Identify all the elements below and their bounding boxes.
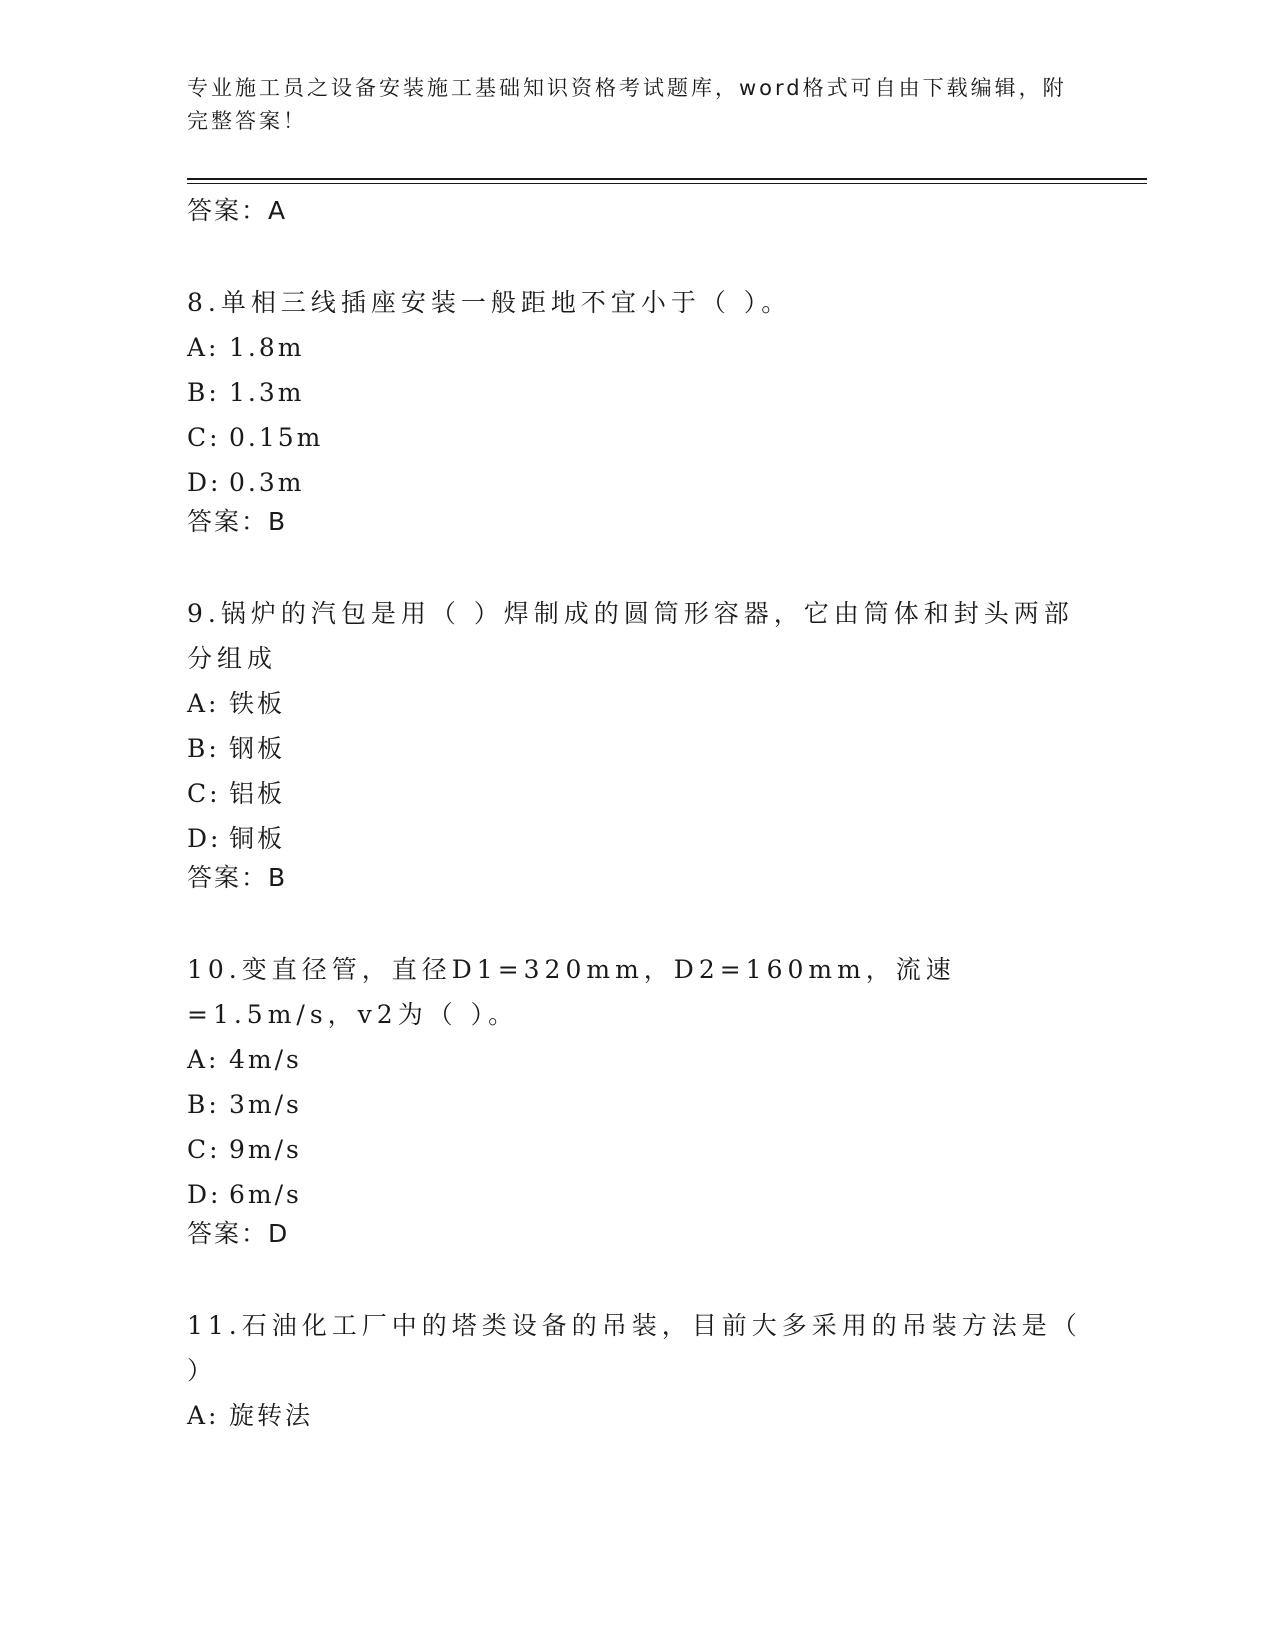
option-c <box>187 1127 1087 1172</box>
question-stem: 10.变直径管，直径D1=320mm，D2=160mm，流速=1.5m/s，v2为（ ）。 <box>187 955 956 1029</box>
option-text: 旋转法 <box>229 1401 314 1430</box>
question-stem: 11.石油化工厂中的塔类设备的吊装，目前大多采用的吊装方法是（ ） <box>187 1311 1082 1385</box>
option-label: D: <box>187 468 222 497</box>
option-label: B: <box>187 378 220 407</box>
option-b <box>187 726 1087 771</box>
answer-line: 答案：B <box>187 863 288 892</box>
option-label: A: <box>187 1401 220 1430</box>
option-b <box>187 370 1087 415</box>
question-8 <box>187 280 1087 539</box>
option-label: B: <box>187 734 220 763</box>
question-stem: 9.锅炉的汽包是用（ ）焊制成的圆筒形容器，它由筒体和封头两部分组成 <box>187 599 1074 673</box>
question-list <box>187 194 1087 1438</box>
option-text: 1.8m <box>229 333 305 362</box>
option-text: 钢板 <box>229 734 286 763</box>
option-label: C: <box>187 779 221 808</box>
question-stem: 8.单相三线插座安装一般距地不宜小于（ ）。 <box>187 288 792 317</box>
option-text: 6m/s <box>229 1180 302 1209</box>
option-a <box>187 681 1087 726</box>
option-a <box>187 1037 1087 1082</box>
option-label: A: <box>187 689 220 718</box>
option-c <box>187 771 1087 816</box>
option-d <box>187 1172 1087 1217</box>
option-text: 铝板 <box>229 779 286 808</box>
option-b <box>187 1082 1087 1127</box>
option-text: 9m/s <box>229 1135 302 1164</box>
option-d <box>187 460 1087 505</box>
option-text: 铜板 <box>229 824 286 853</box>
option-a <box>187 325 1087 370</box>
question-10 <box>187 947 1087 1251</box>
option-label: C: <box>187 423 221 452</box>
header-text: 专业施工员之设备安装施工基础知识资格考试题库，word格式可自由下载编辑，附完整答案！ <box>187 76 1067 133</box>
question-9 <box>187 591 1087 895</box>
option-d <box>187 816 1087 861</box>
document-header <box>187 72 1067 138</box>
header-rule-thick <box>187 178 1147 180</box>
option-text: 0.3m <box>229 468 305 497</box>
answer-line: 答案：B <box>187 507 288 536</box>
option-label: D: <box>187 824 222 853</box>
previous-answer: 答案：A <box>187 196 288 225</box>
option-text: 3m/s <box>229 1090 302 1119</box>
option-text: 铁板 <box>229 689 286 718</box>
option-label: C: <box>187 1135 221 1164</box>
option-text: 4m/s <box>229 1045 302 1074</box>
answer-line: 答案：D <box>187 1219 290 1248</box>
option-c <box>187 415 1087 460</box>
question-11 <box>187 1303 1087 1438</box>
option-label: A: <box>187 1045 220 1074</box>
option-text: 1.3m <box>229 378 305 407</box>
option-label: B: <box>187 1090 220 1119</box>
option-label: A: <box>187 333 220 362</box>
option-text: 0.15m <box>229 423 324 452</box>
header-rule-thin <box>187 183 1147 184</box>
option-a <box>187 1393 1087 1438</box>
option-label: D: <box>187 1180 222 1209</box>
